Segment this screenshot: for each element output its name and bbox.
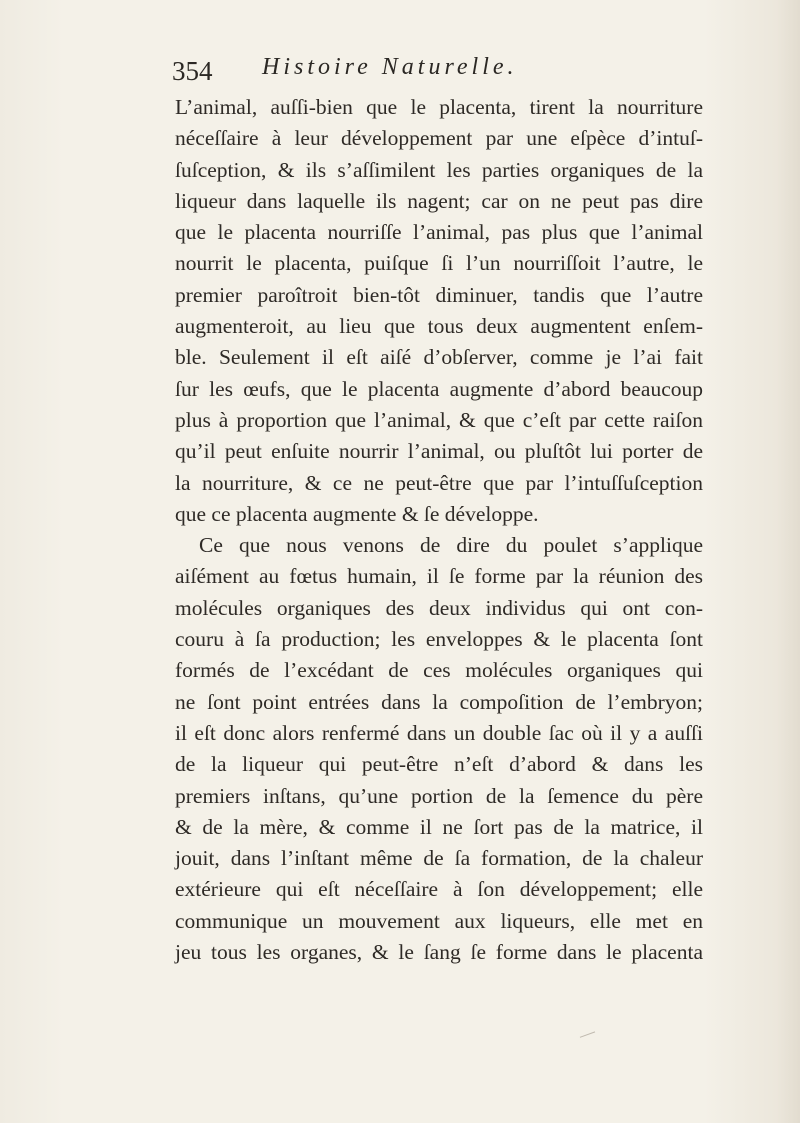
- body-text: [175, 92, 703, 968]
- text-line: Ce que nous venons de dire du poulet s’applique: [199, 533, 703, 558]
- text-line: ne ſont point entrées dans la compoſition de l’embryon;: [175, 689, 703, 714]
- text-line: néceſſaire à leur développement par une eſpèce d’intuſ-: [175, 126, 703, 151]
- text-line: nourrit le placenta, puiſque ſi l’un nourriſſoit l’autre, le: [175, 251, 703, 276]
- ink-mark: [580, 1031, 596, 1040]
- text-line: que ce placenta augmente & ſe développe.: [175, 501, 539, 526]
- text-line: formés de l’excédant de ces molécules organiques qui: [175, 658, 703, 683]
- text-line: & de la mère, & comme il ne ſort pas de la matrice, il: [175, 814, 703, 839]
- text-line: ble. Seulement il eſt aiſé d’obſerver, comme je l’ai fait: [175, 345, 703, 370]
- text-line: ſur les œufs, que le placenta augmente d’abord beaucoup: [175, 376, 703, 401]
- text-line: communique un mouvement aux liqueurs, elle met en: [175, 908, 703, 933]
- text-line: que le placenta nourriſſe l’animal, pas plus que l’animal: [175, 220, 703, 245]
- text-line: extérieure qui eſt néceſſaire à ſon développement; elle: [175, 877, 703, 902]
- text-line: ſuſception, & ils s’aſſimilent les parties organiques de la: [175, 157, 703, 182]
- text-line: plus à proportion que l’animal, & que c’eſt par cette raiſon: [175, 407, 703, 432]
- text-line: liqueur dans laquelle ils nagent; car on ne peut pas dire: [175, 188, 703, 213]
- text-line: jouit, dans l’inſtant même de ſa formation, de la chaleur: [175, 846, 703, 871]
- page-header: [172, 50, 652, 90]
- text-line: de la liqueur qui peut-être n’eſt d’abord & dans les: [175, 752, 703, 777]
- text-line: augmenteroit, au lieu que tous deux augmentent enſem-: [175, 314, 703, 339]
- text-line: L’animal, auſſi-bien que le placenta, tirent la nourriture: [175, 95, 703, 119]
- text-line: jeu tous les organes, & le ſang ſe forme dans le placenta: [175, 940, 703, 965]
- text-line: aiſément au fœtus humain, il ſe forme par la réunion des: [175, 564, 703, 589]
- text-line: premier paroîtroit bien-tôt diminuer, tandis que l’autre: [175, 282, 703, 307]
- text-line: il eſt donc alors renfermé dans un double ſac où il y a auſſi: [175, 720, 703, 745]
- text-line: premiers inſtans, qu’une portion de la ſemence du père: [175, 783, 703, 808]
- text-line: la nourriture, & ce ne peut-être que par l’intuſſuſception: [175, 470, 703, 495]
- running-title: Histoire Naturelle.: [262, 54, 518, 80]
- page-number: 354: [172, 56, 213, 86]
- text-line: molécules organiques des deux individus qui ont con-: [175, 595, 703, 620]
- text-line: qu’il peut enſuite nourrir l’animal, ou pluſtôt lui porter de: [175, 439, 703, 464]
- text-line: couru à ſa production; les enveloppes & le placenta ſont: [175, 627, 703, 652]
